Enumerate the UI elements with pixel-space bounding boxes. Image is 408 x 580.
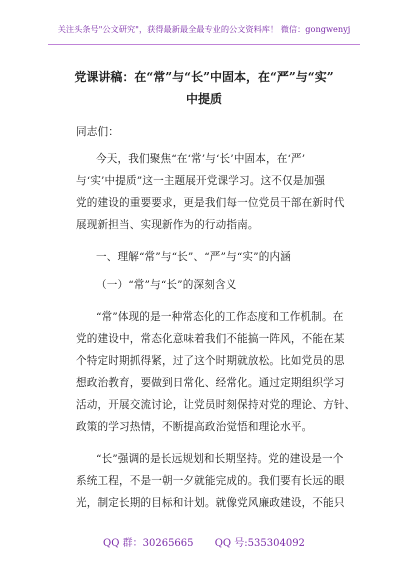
paragraph-1-line: 今天，我们聚焦“在‘常’与‘长’中固本，在‘严’ [96,153,306,165]
paragraph-1-line: 与‘实’中提质”这一主题展开党课学习。这不仅是加强 [76,175,325,187]
paragraph-1-line: 党的建设的重要要求，更是我们每一位党员干部在新时代 [76,197,345,209]
paragraph-3-line: “长”强调的是长远规划和长期坚持。党的建设是一个 [96,453,344,465]
paragraph-2-line: 政策的学习热情，不断提高政治觉悟和理论水平。 [76,421,313,433]
paragraph-1-line: 展现新担当、实现新作为的行动指南。 [76,219,259,231]
paragraph-2-line: 党的建设中，常态化意味着我们不能搞一阵风，不能在某 [76,333,345,345]
footer-qq-number: QQ 号:535304092 [214,538,305,549]
paragraph-2-line: 个特定时期抓得紧，过了这个时期就放松。比如党员的思 [76,355,345,367]
paragraph-2-line: “常”体现的是一种常态化的工作态度和工作机制。在 [96,311,344,323]
subsection-heading-1: （一）“常”与“长”的深刻含义 [96,279,237,291]
header-divider [48,44,360,45]
document-title-line-2: 中提质 [185,92,222,106]
paragraph-2-line: 活动，开展交流讨论，让党员时刻保持对党的理论、方针、 [76,399,356,411]
salutation: 同志们： [76,126,119,138]
header-banner: 关注头条号"公文研究"，获得最新最全最专业的公文资料库！ 微信：gongwenyj [57,24,351,34]
footer-qq-group: QQ 群：30265665 [103,538,194,549]
document-title-line-1: 党课讲稿：在“常”与“长”中固本，在“严”与“实” [74,70,334,84]
paragraph-3-line: 系统工程，不是一朝一夕就能完成的。我们要有长远的眼 [76,475,345,487]
footer-contact [0,534,408,549]
paragraph-2-line: 想政治教育，要做到日常化、经常化。通过定期组织学习 [76,377,345,389]
paragraph-3-line: 光，制定长期的目标和计划。就像党风廉政建设，不能只 [76,497,345,509]
section-heading-1: 一、理解“常”与“长”、“严”与“实”的内涵 [96,251,291,263]
